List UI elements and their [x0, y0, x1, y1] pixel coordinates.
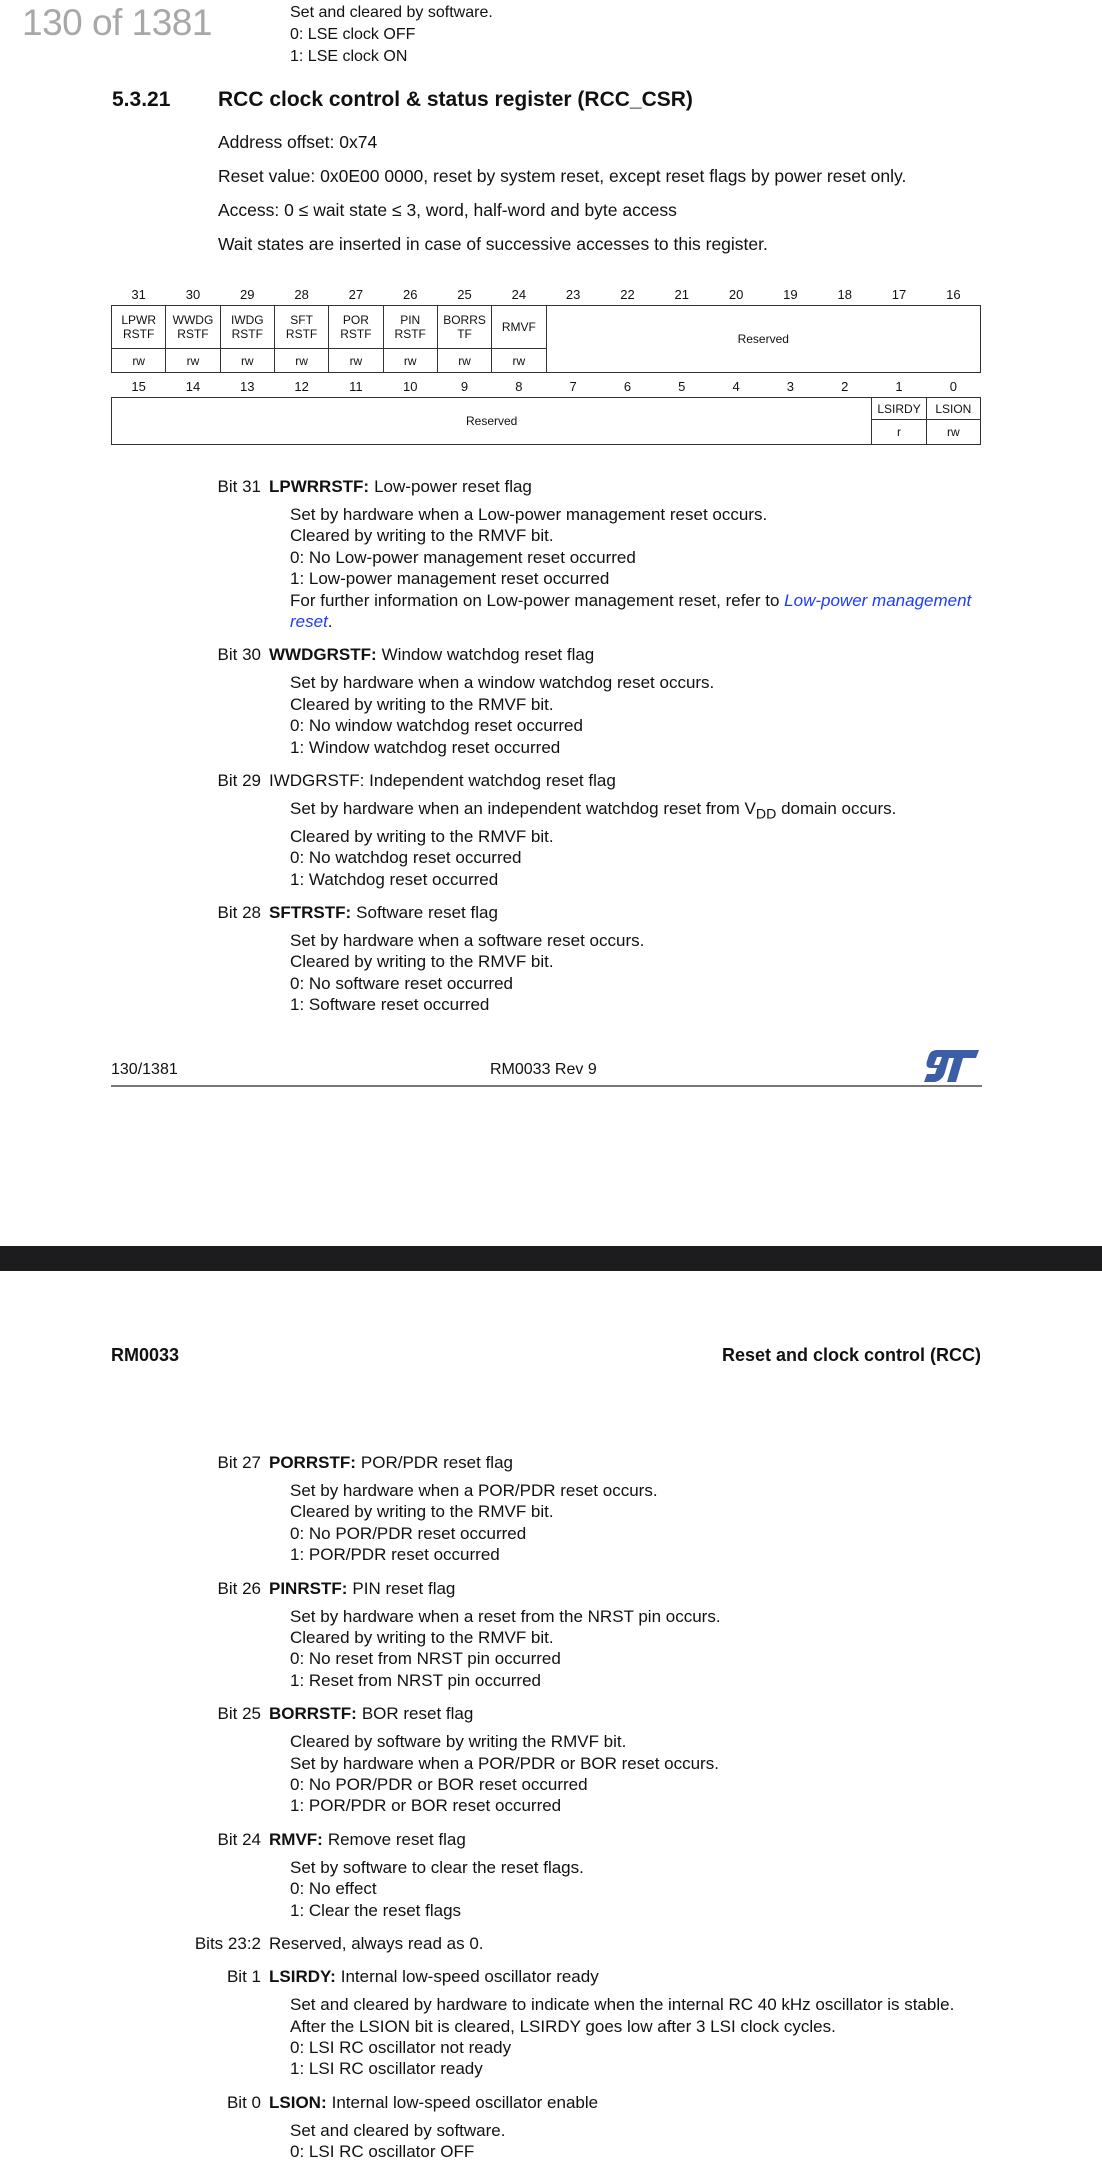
bit-field-name: BORRSTF: [269, 1704, 357, 1724]
bit-header [0, 1829, 1102, 1850]
bit-description [0, 902, 1102, 1016]
bit-field-name: LSIRDY: [269, 1967, 336, 1987]
previous-register-text [290, 2, 493, 68]
text: Cleared by software by writing the RMVF bit. [290, 1732, 627, 1752]
bit-description-line [0, 1731, 1102, 1752]
bit-number: 16 [946, 287, 961, 302]
subscript: DD [755, 806, 777, 823]
bit-title-wrap [269, 1829, 466, 1850]
bit-title: Internal low-speed oscillator enable [331, 2092, 599, 2112]
bit-number: 13 [240, 379, 255, 394]
bit-description-line [0, 1501, 1102, 1522]
bit-title-wrap [269, 476, 532, 497]
bit-field-name: PINRSTF: [269, 1578, 348, 1598]
bit-description-line [0, 672, 1102, 693]
page-counter: 130 of 1381 [22, 2, 212, 43]
bit-description-line [0, 1480, 1102, 1501]
section-title: RCC clock control & status register (RCC_CSR) [218, 88, 693, 111]
register-field-name: SFT RSTF [274, 306, 328, 349]
bit-description-line [0, 930, 1102, 951]
bit-description-line [0, 973, 1102, 994]
bit-number: 6 [623, 379, 632, 394]
bit-description-line [0, 715, 1102, 736]
bit-header [0, 1703, 1102, 1724]
register-field-name: WWDG RSTF [166, 306, 220, 349]
text: Set by software to clear the reset flags. [290, 1857, 584, 1877]
register-field-access: rw [220, 349, 274, 373]
bit-description-line [0, 1774, 1102, 1795]
text: 1: Watchdog reset occurred [290, 869, 499, 889]
bit-descriptions-page-2 [0, 1452, 1102, 2175]
bit-title-wrap [269, 770, 616, 791]
bit-label: Bit 31 [217, 477, 261, 496]
register-reserved: Reserved [546, 306, 981, 373]
text: Set and cleared by software. [290, 2120, 506, 2140]
register-field-access: rw [437, 349, 491, 373]
text: Cleared by writing to the RMVF bit. [290, 694, 554, 714]
bit-title-wrap [269, 1452, 513, 1473]
bit-description-line [0, 1753, 1102, 1774]
bit-description-line [0, 504, 1102, 525]
bit-description-line [0, 1857, 1102, 1878]
bit-description-line [0, 951, 1102, 972]
bit-description [0, 2092, 1102, 2163]
text: 0: No window watchdog reset occurred [290, 716, 583, 736]
header-document: RM0033 [111, 1345, 180, 1365]
bit-description [0, 1829, 1102, 1921]
bit-number: 18 [837, 287, 852, 302]
bit-number: 30 [185, 287, 201, 302]
bit-title: POR/PDR reset flag [360, 1453, 513, 1472]
bit-label: Bit 27 [217, 1453, 261, 1472]
bit-number: 21 [674, 287, 690, 302]
text: Set by hardware when an independent watchdog reset from V [290, 799, 756, 819]
reference-link[interactable]: Low-power management reset [290, 590, 972, 632]
bit-number: 24 [511, 287, 527, 302]
bit-number: 28 [294, 287, 309, 302]
bit-description-line [0, 2141, 1102, 2162]
register-field-access: rw [166, 349, 220, 373]
bit-label: Bit 24 [217, 1829, 261, 1849]
bit-description [0, 1578, 1102, 1692]
footer-divider [111, 1085, 982, 1087]
bit-description-line [0, 1627, 1102, 1648]
bit-title: Window watchdog reset flag [381, 645, 595, 665]
text: 1: Window watchdog reset occurred [290, 737, 561, 757]
bit-description-line [0, 2120, 1102, 2141]
text: 1: LSI RC oscillator ready [290, 2059, 483, 2079]
bit-title: PIN reset flag [352, 1578, 456, 1598]
bit-label: Bit 30 [217, 645, 261, 665]
bit-description-line [0, 737, 1102, 758]
bit-number: 11 [349, 379, 363, 394]
text: Set by hardware when a Low-power management reset occurs. [290, 505, 768, 524]
bit-number: 1 [895, 379, 903, 394]
text: 0: No POR/PDR reset occurred [290, 1523, 527, 1543]
text: 0: No reset from NRST pin occurred [290, 1649, 561, 1669]
text: 0: No watchdog reset occurred [290, 848, 522, 868]
bit-header [0, 770, 1102, 791]
bit-header [0, 1578, 1102, 1599]
register-reserved: Reserved [112, 398, 872, 445]
text: 1: POR/PDR or BOR reset occurred [290, 1796, 562, 1816]
bit-title-wrap [269, 1933, 484, 1954]
register-field-name: LSION [926, 398, 980, 420]
bit-number: 19 [783, 287, 798, 302]
text: 1: Reset from NRST pin occurred [290, 1670, 541, 1690]
bit-description-line [0, 547, 1102, 568]
text: Cleared by writing to the RMVF bit. [290, 526, 554, 546]
text: 0: No POR/PDR or BOR reset occurred [290, 1775, 588, 1795]
bit-description-line [0, 826, 1102, 847]
text-line: Set and cleared by software. [290, 4, 493, 21]
header-chapter: Reset and clock control (RCC) [721, 1345, 981, 1365]
section-number: 5.3.21 [112, 88, 171, 111]
bit-description-line [0, 1606, 1102, 1627]
text: 0: LSI RC oscillator not ready [290, 2037, 512, 2057]
text: 1: Clear the reset flags [290, 1900, 462, 1920]
bit-description [0, 644, 1102, 758]
bit-description-line [0, 1523, 1102, 1544]
text: 0: LSI RC oscillator OFF [290, 2142, 475, 2162]
bit-description-line [0, 994, 1102, 1015]
bit-number: 3 [786, 379, 795, 394]
bit-number: 22 [620, 287, 635, 302]
bit-title: Software reset flag [356, 903, 498, 923]
text: . [327, 612, 333, 632]
text: 1: Software reset occurred [290, 995, 490, 1015]
footer-document: RM0033 Rev 9 [490, 1061, 597, 1078]
bit-field-name: PORRSTF: [269, 1453, 356, 1472]
bit-description-line [0, 1795, 1102, 1816]
text: 0: No Low-power management reset occurred [290, 547, 636, 567]
bit-title-wrap [269, 1578, 455, 1599]
bit-title: IWDGRSTF: Independent watchdog reset flag [269, 771, 616, 791]
text: 0: No software reset occurred [290, 973, 513, 993]
bit-description-line [0, 1900, 1102, 1921]
bit-description-line [0, 1878, 1102, 1899]
bit-number: 17 [891, 287, 907, 302]
bit-description-line [0, 1670, 1102, 1691]
bit-label: Bit 0 [226, 2092, 261, 2112]
bit-label: Bit 26 [217, 1578, 261, 1598]
bit-description-line [0, 1648, 1102, 1669]
bit-description-line [0, 2016, 1102, 2037]
wait-states-info: Wait states are inserted in case of successive accesses to this register. [218, 234, 768, 254]
bit-number: 12 [294, 379, 309, 394]
text: Set and cleared by hardware to indicate when the internal RC 40 kHz oscillator is stable. [290, 1995, 955, 2015]
bit-number: 0 [949, 379, 957, 394]
bit-number: 4 [732, 379, 740, 394]
bit-title-wrap [269, 644, 594, 665]
bit-description-line [0, 1994, 1102, 2015]
bit-description-line [0, 694, 1102, 715]
bit-header [0, 1966, 1102, 1987]
bit-number: 15 [131, 379, 146, 394]
bit-number: 20 [728, 287, 744, 302]
bit-number: 5 [678, 379, 686, 394]
text: 0: No effect [290, 1879, 377, 1899]
text: Cleared by writing to the RMVF bit. [290, 952, 554, 972]
register-field-access: rw [274, 349, 328, 373]
access-info: Access: 0 ≤ wait state ≤ 3, word, half-word and byte access [218, 200, 677, 220]
bit-title-wrap [269, 902, 498, 923]
bit-description-line [0, 2058, 1102, 2079]
st-logo [923, 1048, 981, 1089]
register-field-access: rw [329, 349, 383, 373]
bit-label: Bits 23:2 [194, 1934, 261, 1954]
bit-header [0, 476, 1102, 497]
text: Set by hardware when a reset from the NRST pin occurs. [290, 1606, 721, 1626]
bit-number: 26 [402, 287, 418, 302]
register-field-access: r [872, 420, 926, 445]
reset-value: Reset value: 0x0E00 0000, reset by system reset, except reset flags by power reset only. [218, 166, 907, 186]
text: For further information on Low-power management reset, refer to [290, 590, 785, 610]
register-field-access: rw [492, 349, 546, 373]
bit-title: BOR reset flag [361, 1704, 474, 1724]
bit-title-wrap [269, 1966, 599, 1987]
text: Cleared by writing to the RMVF bit. [290, 1502, 554, 1522]
bit-descriptions-page-1 [0, 476, 1102, 1028]
bit-number: 23 [565, 287, 581, 302]
register-field-name: PIN RSTF [383, 306, 437, 349]
bit-title: Internal low-speed oscillator ready [340, 1967, 599, 1987]
bit-field-name: LSION: [269, 2092, 327, 2112]
bit-title: Reserved, always read as 0. [269, 1934, 484, 1954]
bit-header [0, 902, 1102, 923]
bit-number: 25 [457, 287, 472, 302]
bit-field-name: SFTRSTF: [269, 903, 352, 923]
text-line: 0: LSE clock OFF [290, 26, 416, 43]
text: 1: Low-power management reset occurred [290, 569, 610, 589]
address-offset: Address offset: 0x74 [218, 132, 378, 152]
bit-description [0, 1703, 1102, 1817]
bit-number: 14 [185, 379, 201, 394]
text: Set by hardware when a POR/PDR or BOR reset occurs. [290, 1753, 719, 1773]
register-lower-half [111, 377, 981, 445]
register-upper-half [111, 285, 981, 373]
register-field-name: POR RSTF [329, 306, 383, 349]
bit-description-line [0, 568, 1102, 589]
bit-description [0, 1933, 1102, 1954]
register-field-name: RMVF [492, 306, 546, 349]
register-field-name: BORRS TF [437, 306, 491, 349]
register-field-name: LSIRDY [872, 398, 926, 420]
bit-description-line [0, 1544, 1102, 1565]
bit-description-line [0, 590, 1102, 633]
register-field-access: rw [383, 349, 437, 373]
bit-number: 8 [515, 379, 523, 394]
bit-title: Low-power reset flag [374, 477, 532, 496]
text: Set by hardware when a window watchdog reset occurs. [290, 673, 715, 693]
bit-number: 7 [569, 379, 577, 394]
bit-field-name: RMVF: [269, 1829, 323, 1849]
bit-title-wrap [269, 2092, 598, 2113]
bit-label: Bit 1 [226, 1967, 261, 1987]
bit-field-name: WWDGRSTF: [269, 645, 377, 665]
bit-description-line [0, 525, 1102, 546]
bit-description-line [0, 869, 1102, 890]
register-field-name: IWDG RSTF [220, 306, 274, 349]
bit-label: Bit 25 [217, 1704, 261, 1724]
bit-number: 29 [240, 287, 255, 302]
footer-page-number: 130/1381 [111, 1061, 178, 1078]
bit-label: Bit 28 [217, 903, 261, 923]
register-field-name: LPWR RSTF [112, 306, 166, 349]
bit-field-name: LPWRRSTF: [269, 477, 370, 496]
bit-description [0, 1966, 1102, 2080]
text-line: 1: LSE clock ON [290, 48, 408, 65]
bit-number: 9 [460, 379, 469, 394]
bit-number: 31 [131, 287, 146, 302]
bit-description [0, 770, 1102, 890]
bit-header [0, 2092, 1102, 2113]
bit-header [0, 1933, 1102, 1954]
bit-description-line [0, 798, 1102, 826]
bit-description [0, 476, 1102, 632]
text: Cleared by writing to the RMVF bit. [290, 826, 554, 846]
bit-number: 10 [402, 379, 418, 394]
text: 1: POR/PDR reset occurred [290, 1545, 500, 1565]
text: Set by hardware when a POR/PDR reset occurs. [290, 1481, 658, 1500]
bit-description-line [0, 2037, 1102, 2058]
bit-number: 2 [841, 379, 849, 394]
text: After the LSION bit is cleared, LSIRDY goes low after 3 LSI clock cycles. [290, 2016, 836, 2036]
register-field-access: rw [112, 349, 166, 373]
text: Set by hardware when a software reset occurs. [290, 931, 645, 951]
bit-header [0, 1452, 1102, 1473]
text: Cleared by writing to the RMVF bit. [290, 1628, 554, 1648]
bit-description-line [0, 847, 1102, 868]
bit-title-wrap [269, 1703, 473, 1724]
bit-title: Remove reset flag [327, 1829, 466, 1849]
bit-description [0, 1452, 1102, 1566]
bit-header [0, 644, 1102, 665]
register-field-access: rw [926, 420, 980, 445]
bit-number: 27 [348, 287, 364, 302]
page-separator-band [0, 1246, 1102, 1271]
bit-label: Bit 29 [217, 771, 261, 791]
text: domain occurs. [776, 799, 897, 819]
